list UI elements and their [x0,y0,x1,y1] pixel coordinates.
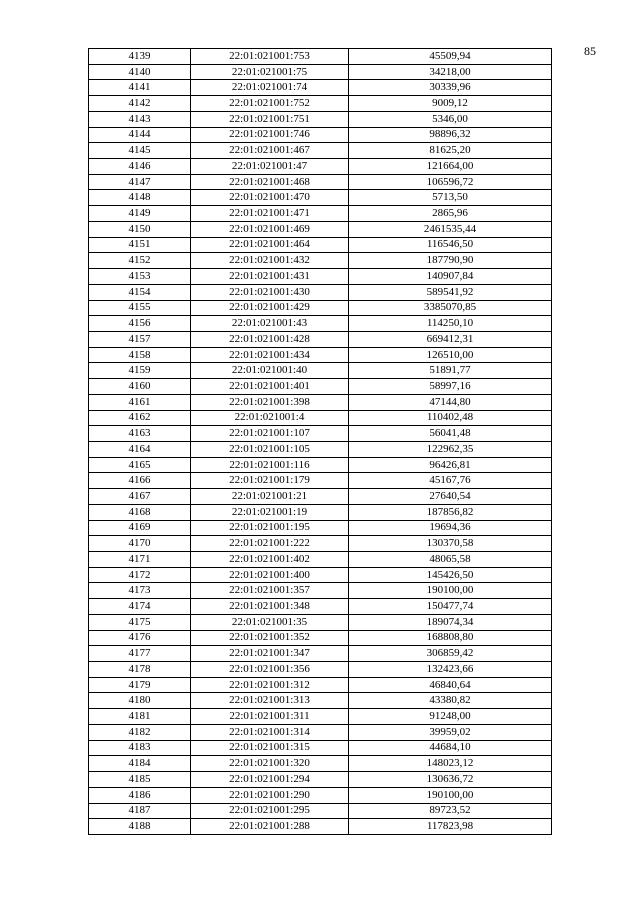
value-cell: 190100,00 [349,583,552,599]
value-cell: 110402,48 [349,410,552,426]
value-cell: 44684,10 [349,740,552,756]
cadastral-number-cell: 22:01:021001:74 [191,80,349,96]
value-cell: 168808,80 [349,630,552,646]
cadastral-number-cell: 22:01:021001:21 [191,489,349,505]
cadastral-number-cell: 22:01:021001:290 [191,787,349,803]
row-number-cell: 4155 [89,300,191,316]
value-cell: 187856,82 [349,504,552,520]
cadastral-number-cell: 22:01:021001:471 [191,206,349,222]
value-cell: 190100,00 [349,787,552,803]
table-row [89,127,552,143]
cadastral-number-cell: 22:01:021001:222 [191,536,349,552]
value-cell: 130370,58 [349,536,552,552]
value-cell: 5713,50 [349,190,552,206]
cadastral-number-cell: 22:01:021001:752 [191,96,349,112]
value-cell: 150477,74 [349,599,552,615]
cadastral-number-cell: 22:01:021001:75 [191,64,349,80]
row-number-cell: 4177 [89,646,191,662]
table-row [89,300,552,316]
cadastral-number-cell: 22:01:021001:357 [191,583,349,599]
cadastral-number-cell: 22:01:021001:347 [191,646,349,662]
row-number-cell: 4145 [89,143,191,159]
value-cell: 114250,10 [349,316,552,332]
cadastral-number-cell: 22:01:021001:35 [191,614,349,630]
table-row [89,221,552,237]
row-number-cell: 4140 [89,64,191,80]
value-cell: 43380,82 [349,693,552,709]
row-number-cell: 4176 [89,630,191,646]
row-number-cell: 4143 [89,111,191,127]
row-number-cell: 4174 [89,599,191,615]
table-row [89,64,552,80]
cadastral-number-cell: 22:01:021001:47 [191,159,349,175]
cadastral-number-cell: 22:01:021001:430 [191,284,349,300]
table-row [89,709,552,725]
cadastral-number-cell: 22:01:021001:40 [191,363,349,379]
cadastral-number-cell: 22:01:021001:179 [191,473,349,489]
row-number-cell: 4180 [89,693,191,709]
value-cell: 27640,54 [349,489,552,505]
table-row [89,410,552,426]
cadastral-number-cell: 22:01:021001:320 [191,756,349,772]
cadastral-number-cell: 22:01:021001:400 [191,567,349,583]
cadastral-number-cell: 22:01:021001:314 [191,724,349,740]
table-row [89,693,552,709]
cadastral-number-cell: 22:01:021001:43 [191,316,349,332]
table-row [89,803,552,819]
cadastral-number-cell: 22:01:021001:432 [191,253,349,269]
row-number-cell: 4156 [89,316,191,332]
value-cell: 2461535,44 [349,221,552,237]
cadastral-number-cell: 22:01:021001:107 [191,426,349,442]
table-row [89,630,552,646]
row-number-cell: 4146 [89,159,191,175]
table-row [89,253,552,269]
table-row [89,441,552,457]
cadastral-number-cell: 22:01:021001:312 [191,677,349,693]
value-cell: 91248,00 [349,709,552,725]
value-cell: 145426,50 [349,567,552,583]
row-number-cell: 4162 [89,410,191,426]
value-cell: 187790,90 [349,253,552,269]
row-number-cell: 4175 [89,614,191,630]
cadastral-number-cell: 22:01:021001:105 [191,441,349,457]
table-row [89,677,552,693]
row-number-cell: 4178 [89,662,191,678]
table-row [89,646,552,662]
value-cell: 47144,80 [349,394,552,410]
row-number-cell: 4160 [89,379,191,395]
value-cell: 98896,32 [349,127,552,143]
value-cell: 130636,72 [349,772,552,788]
table-row [89,190,552,206]
row-number-cell: 4187 [89,803,191,819]
table-row [89,111,552,127]
row-number-cell: 4144 [89,127,191,143]
row-number-cell: 4141 [89,80,191,96]
table-row [89,740,552,756]
value-cell: 58997,16 [349,379,552,395]
value-cell: 9009,12 [349,96,552,112]
row-number-cell: 4179 [89,677,191,693]
table-row [89,599,552,615]
row-number-cell: 4185 [89,772,191,788]
row-number-cell: 4171 [89,552,191,568]
value-cell: 189074,34 [349,614,552,630]
row-number-cell: 4181 [89,709,191,725]
table-row [89,614,552,630]
cadastral-number-cell: 22:01:021001:464 [191,237,349,253]
table-row [89,772,552,788]
table-row [89,394,552,410]
table-row [89,504,552,520]
cadastral-number-cell: 22:01:021001:315 [191,740,349,756]
value-cell: 34218,00 [349,64,552,80]
table-row [89,206,552,222]
cadastral-value-table [88,48,552,835]
row-number-cell: 4165 [89,457,191,473]
table-row [89,473,552,489]
row-number-cell: 4182 [89,724,191,740]
table-row [89,552,552,568]
value-cell: 306859,42 [349,646,552,662]
cadastral-number-cell: 22:01:021001:311 [191,709,349,725]
table-body [89,49,552,835]
page-number: 85 [584,44,596,58]
row-number-cell: 4148 [89,190,191,206]
cadastral-number-cell: 22:01:021001:294 [191,772,349,788]
value-cell: 117823,98 [349,819,552,835]
value-cell: 89723,52 [349,803,552,819]
row-number-cell: 4169 [89,520,191,536]
cadastral-number-cell: 22:01:021001:470 [191,190,349,206]
value-cell: 122962,35 [349,441,552,457]
row-number-cell: 4168 [89,504,191,520]
value-cell: 3385070,85 [349,300,552,316]
row-number-cell: 4167 [89,489,191,505]
table-row [89,284,552,300]
table-row [89,489,552,505]
row-number-cell: 4166 [89,473,191,489]
row-number-cell: 4188 [89,819,191,835]
table-row [89,347,552,363]
cadastral-number-cell: 22:01:021001:429 [191,300,349,316]
row-number-cell: 4172 [89,567,191,583]
row-number-cell: 4163 [89,426,191,442]
cadastral-number-cell: 22:01:021001:746 [191,127,349,143]
row-number-cell: 4154 [89,284,191,300]
value-cell: 81625,20 [349,143,552,159]
table-row [89,379,552,395]
row-number-cell: 4184 [89,756,191,772]
table-row [89,756,552,772]
table-row [89,662,552,678]
cadastral-number-cell: 22:01:021001:753 [191,49,349,65]
cadastral-number-cell: 22:01:021001:467 [191,143,349,159]
table-row [89,363,552,379]
cadastral-number-cell: 22:01:021001:431 [191,269,349,285]
row-number-cell: 4158 [89,347,191,363]
value-cell: 148023,12 [349,756,552,772]
table-row [89,237,552,253]
row-number-cell: 4149 [89,206,191,222]
value-cell: 48065,58 [349,552,552,568]
value-cell: 5346,00 [349,111,552,127]
cadastral-number-cell: 22:01:021001:4 [191,410,349,426]
row-number-cell: 4170 [89,536,191,552]
cadastral-number-cell: 22:01:021001:288 [191,819,349,835]
value-cell: 39959,02 [349,724,552,740]
row-number-cell: 4151 [89,237,191,253]
row-number-cell: 4153 [89,269,191,285]
cadastral-number-cell: 22:01:021001:356 [191,662,349,678]
cadastral-number-cell: 22:01:021001:195 [191,520,349,536]
value-cell: 46840,64 [349,677,552,693]
row-number-cell: 4152 [89,253,191,269]
row-number-cell: 4142 [89,96,191,112]
value-cell: 669412,31 [349,331,552,347]
row-number-cell: 4173 [89,583,191,599]
row-number-cell: 4139 [89,49,191,65]
value-cell: 45167,76 [349,473,552,489]
table-row [89,143,552,159]
cadastral-number-cell: 22:01:021001:751 [191,111,349,127]
value-cell: 56041,48 [349,426,552,442]
table-row [89,96,552,112]
table-row [89,819,552,835]
cadastral-number-cell: 22:01:021001:402 [191,552,349,568]
value-cell: 140907,84 [349,269,552,285]
table-row [89,567,552,583]
table-row [89,536,552,552]
table-row [89,331,552,347]
table-row [89,426,552,442]
value-cell: 116546,50 [349,237,552,253]
row-number-cell: 4183 [89,740,191,756]
table-row [89,49,552,65]
value-cell: 589541,92 [349,284,552,300]
cadastral-number-cell: 22:01:021001:398 [191,394,349,410]
cadastral-number-cell: 22:01:021001:313 [191,693,349,709]
cadastral-number-cell: 22:01:021001:469 [191,221,349,237]
value-cell: 19694,36 [349,520,552,536]
value-cell: 30339,96 [349,80,552,96]
row-number-cell: 4147 [89,174,191,190]
value-cell: 45509,94 [349,49,552,65]
value-cell: 51891,77 [349,363,552,379]
table-row [89,159,552,175]
value-cell: 106596,72 [349,174,552,190]
table-row [89,80,552,96]
cadastral-number-cell: 22:01:021001:401 [191,379,349,395]
value-cell: 121664,00 [349,159,552,175]
cadastral-number-cell: 22:01:021001:428 [191,331,349,347]
row-number-cell: 4150 [89,221,191,237]
table-row [89,520,552,536]
cadastral-number-cell: 22:01:021001:434 [191,347,349,363]
row-number-cell: 4157 [89,331,191,347]
table-row [89,174,552,190]
value-cell: 96426,81 [349,457,552,473]
cadastral-number-cell: 22:01:021001:116 [191,457,349,473]
cadastral-number-cell: 22:01:021001:468 [191,174,349,190]
row-number-cell: 4164 [89,441,191,457]
cadastral-number-cell: 22:01:021001:348 [191,599,349,615]
cadastral-number-cell: 22:01:021001:19 [191,504,349,520]
cadastral-number-cell: 22:01:021001:295 [191,803,349,819]
table-row [89,269,552,285]
value-cell: 126510,00 [349,347,552,363]
table-row [89,583,552,599]
row-number-cell: 4159 [89,363,191,379]
row-number-cell: 4161 [89,394,191,410]
table-row [89,724,552,740]
value-cell: 132423,66 [349,662,552,678]
table-row [89,787,552,803]
value-cell: 2865,96 [349,206,552,222]
row-number-cell: 4186 [89,787,191,803]
table-row [89,316,552,332]
cadastral-number-cell: 22:01:021001:352 [191,630,349,646]
table-row [89,457,552,473]
